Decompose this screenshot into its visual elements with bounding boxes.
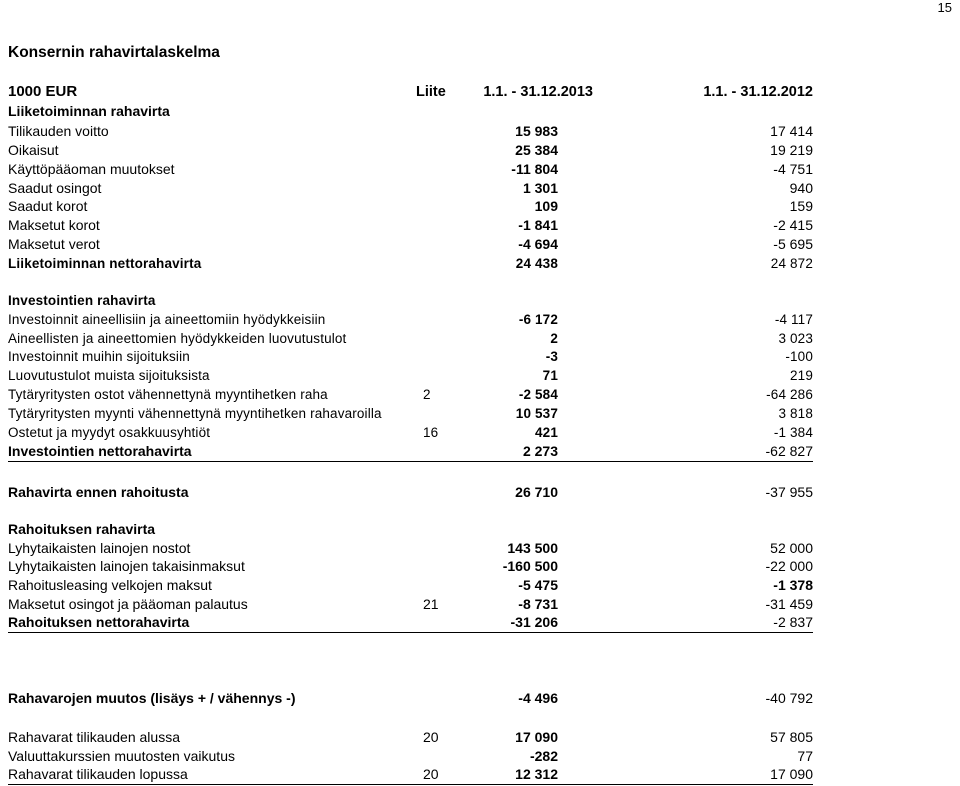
value-2012: -40 792 <box>765 690 813 706</box>
value-2012: -37 955 <box>765 484 813 500</box>
row-label: Rahavarojen muutos (lisäys + / vähennys -) <box>8 690 296 706</box>
row-label: Maksetut verot <box>8 236 100 252</box>
row-label: Investointien nettorahavirta <box>8 443 192 459</box>
table-row <box>8 727 813 747</box>
value-2012: -5 695 <box>773 236 813 252</box>
row-label: Tilikauden voitto <box>8 123 109 139</box>
value-2013: 1 301 <box>522 180 558 196</box>
value-2013: 15 983 <box>515 123 558 139</box>
table-row <box>8 140 813 160</box>
value-2013: -3 <box>545 349 558 364</box>
row-label: Aineellisten ja aineettomien hyödykkeiden luovutustulot <box>8 331 347 346</box>
section-heading-operating <box>8 101 813 121</box>
value-2012: -64 286 <box>766 387 813 402</box>
value-2012: 19 219 <box>770 142 813 158</box>
row-label: Rahoituksen nettorahavirta <box>8 614 190 630</box>
table-row <box>8 329 813 349</box>
table-row <box>8 366 813 386</box>
row-label: Oikaisut <box>8 142 59 158</box>
value-2012: 159 <box>789 198 813 214</box>
value-2012: 940 <box>789 180 813 196</box>
row-label: Valuuttakurssien muutosten vaikutus <box>8 748 235 764</box>
table-row <box>8 234 813 254</box>
value-2012: 17 414 <box>770 123 813 139</box>
value-2013: 2 <box>550 331 558 346</box>
unit-label: 1000 EUR <box>8 83 78 100</box>
value-2012: 57 805 <box>770 729 813 745</box>
value-2012: 24 872 <box>770 256 813 271</box>
row-label: Rahoituksen rahavirta <box>8 521 156 537</box>
value-2013: -31 206 <box>510 614 558 630</box>
value-2012: -31 459 <box>765 596 813 612</box>
note-column-header: Liite <box>416 84 446 100</box>
row-label: Saadut osingot <box>8 180 102 196</box>
value-2013: 12 312 <box>515 766 558 782</box>
value-2012: -100 <box>785 349 813 364</box>
row-label: Rahavarat tilikauden lopussa <box>8 766 188 782</box>
value-2012: -1 384 <box>773 425 813 440</box>
subtotal-row <box>8 482 813 502</box>
value-2013: 25 384 <box>515 142 558 158</box>
value-2012: 219 <box>790 368 813 383</box>
note-ref: 20 <box>423 766 439 782</box>
table-row <box>8 121 813 141</box>
note-ref: 16 <box>423 425 439 440</box>
value-2013: 421 <box>535 425 558 440</box>
table-row <box>8 575 813 595</box>
table-row <box>8 556 813 576</box>
value-2013: -8 731 <box>518 596 558 612</box>
table-row <box>8 196 813 216</box>
value-2012: -62 827 <box>765 443 813 459</box>
value-2013: 17 090 <box>515 729 558 745</box>
row-label: Liiketoiminnan rahavirta <box>8 103 170 119</box>
row-label: Tytäryritysten ostot vähennettynä myyntihetken raha <box>8 387 328 402</box>
row-label: Ostetut ja myydyt osakkuusyhtiöt <box>8 425 211 440</box>
table-row <box>8 159 813 179</box>
row-label: Saadut korot <box>8 198 88 214</box>
note-ref: 20 <box>423 729 439 745</box>
row-label: Tytäryritysten myynti vähennettynä myyntihetken rahavaroilla <box>8 406 382 421</box>
subtotal-row <box>8 441 813 461</box>
total-row <box>8 688 813 708</box>
page-number: 15 <box>937 0 952 15</box>
value-2012: -22 000 <box>765 558 813 574</box>
period-previous-header: 1.1. - 31.12.2012 <box>703 84 813 100</box>
table-row <box>8 594 813 614</box>
value-2012: 3 023 <box>778 331 813 346</box>
divider-line <box>8 632 813 633</box>
row-label: Maksetut osingot ja pääoman palautus <box>8 596 248 612</box>
divider-line <box>8 784 813 785</box>
subtotal-row <box>8 254 813 274</box>
row-label: Investointien rahavirta <box>8 293 156 308</box>
table-row <box>8 215 813 235</box>
row-label: Käyttöpääoman muutokset <box>8 161 175 177</box>
statement-title: Konsernin rahavirtalaskelma <box>8 44 220 61</box>
row-label: Lyhytaikaisten lainojen nostot <box>8 540 191 556</box>
row-label: Rahavirta ennen rahoitusta <box>8 484 189 500</box>
value-2013: -160 500 <box>502 558 558 574</box>
value-2013: -6 172 <box>518 312 558 327</box>
value-2013: -1 841 <box>518 217 558 233</box>
value-2012: -4 117 <box>774 312 813 327</box>
value-2012: 3 818 <box>778 406 813 421</box>
value-2012: 77 <box>797 748 813 764</box>
table-header-row <box>8 82 813 102</box>
table-row <box>8 385 813 405</box>
value-2013: -2 584 <box>518 387 558 402</box>
value-2013: 26 710 <box>515 484 558 500</box>
value-2012: -2 415 <box>773 217 813 233</box>
value-2013: -5 475 <box>518 577 558 593</box>
row-label: Lyhytaikaisten lainojen takaisinmaksut <box>8 558 245 574</box>
value-2012: 17 090 <box>770 766 813 782</box>
note-ref: 21 <box>423 596 439 612</box>
value-2013: -11 804 <box>511 161 558 177</box>
row-label: Luovutustulot muista sijoituksista <box>8 368 210 383</box>
value-2013: 71 <box>542 368 558 383</box>
value-2013: -282 <box>529 748 558 764</box>
row-label: Investoinnit aineellisiin ja aineettomiin hyödykkeisiin <box>8 312 326 327</box>
value-2012: -2 837 <box>773 614 813 630</box>
value-2013: -4 496 <box>518 690 558 706</box>
table-row <box>8 310 813 330</box>
row-label: Maksetut korot <box>8 217 100 233</box>
period-current-header: 1.1. - 31.12.2013 <box>483 84 593 100</box>
value-2013: 24 438 <box>515 256 558 271</box>
row-label: Liiketoiminnan nettorahavirta <box>8 256 202 271</box>
value-2013: -4 694 <box>518 236 558 252</box>
table-row <box>8 423 813 443</box>
value-2013: 10 537 <box>515 406 558 421</box>
value-2012: -1 378 <box>773 577 813 593</box>
row-label: Rahoitusleasing velkojen maksut <box>8 577 212 593</box>
note-ref: 2 <box>423 387 431 402</box>
row-label: Investoinnit muihin sijoituksiin <box>8 349 190 364</box>
subtotal-row <box>8 612 813 632</box>
row-label: Rahavarat tilikauden alussa <box>8 729 180 745</box>
table-row <box>8 764 813 784</box>
divider-line <box>8 461 813 462</box>
value-2012: 52 000 <box>770 540 813 556</box>
value-2013: 143 500 <box>507 540 558 556</box>
section-heading-investing <box>8 291 813 311</box>
table-row <box>8 746 813 766</box>
section-heading-financing <box>8 519 813 539</box>
table-row <box>8 178 813 198</box>
value-2013: 109 <box>534 198 558 214</box>
value-2012: -4 751 <box>773 161 813 177</box>
table-row <box>8 347 813 367</box>
table-row <box>8 404 813 424</box>
table-row <box>8 538 813 558</box>
value-2013: 2 273 <box>522 443 558 459</box>
